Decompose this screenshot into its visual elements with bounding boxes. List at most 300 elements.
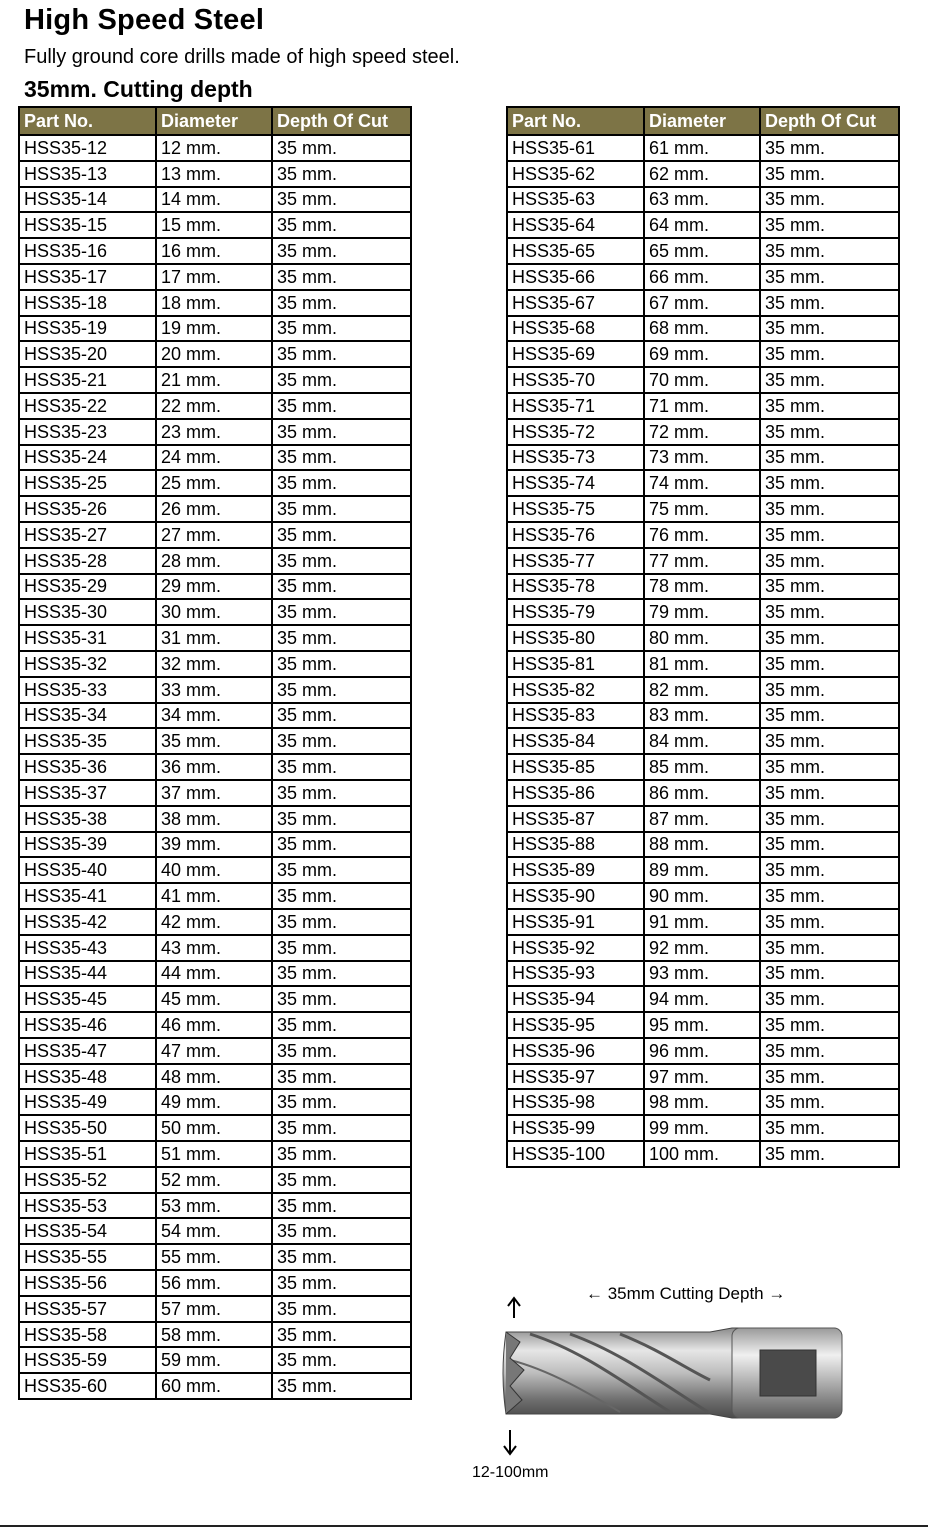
cell-depth-of-cut: 35 mm.: [760, 780, 899, 806]
cell-diameter: 39 mm.: [156, 832, 272, 858]
cell-diameter: 65 mm.: [644, 238, 760, 264]
cell-depth-of-cut: 35 mm.: [760, 832, 899, 858]
table-row: [19, 1270, 411, 1296]
cell-diameter: 72 mm.: [644, 419, 760, 445]
cell-diameter: 44 mm.: [156, 961, 272, 987]
cell-depth-of-cut: 35 mm.: [272, 1322, 411, 1348]
cell-part-no: HSS35-59: [19, 1347, 156, 1373]
cell-part-no: HSS35-15: [19, 212, 156, 238]
cell-diameter: 54 mm.: [156, 1218, 272, 1244]
cell-diameter: 29 mm.: [156, 574, 272, 600]
table-row: [19, 651, 411, 677]
table-row: [507, 470, 899, 496]
cell-depth-of-cut: 35 mm.: [272, 187, 411, 213]
cell-part-no: HSS35-48: [19, 1064, 156, 1090]
cell-diameter: 76 mm.: [644, 522, 760, 548]
cell-depth-of-cut: 35 mm.: [760, 574, 899, 600]
cell-diameter: 26 mm.: [156, 496, 272, 522]
cell-depth-of-cut: 35 mm.: [760, 754, 899, 780]
table-row: [19, 806, 411, 832]
cell-part-no: HSS35-81: [507, 651, 644, 677]
cell-diameter: 52 mm.: [156, 1167, 272, 1193]
cell-depth-of-cut: 35 mm.: [272, 1038, 411, 1064]
cell-part-no: HSS35-58: [19, 1322, 156, 1348]
header-part-no: Part No.: [19, 107, 156, 135]
cell-part-no: HSS35-56: [19, 1270, 156, 1296]
cell-diameter: 66 mm.: [644, 264, 760, 290]
cell-diameter: 27 mm.: [156, 522, 272, 548]
table-row: [19, 264, 411, 290]
cell-part-no: HSS35-42: [19, 909, 156, 935]
table-row: [19, 470, 411, 496]
cell-part-no: HSS35-17: [19, 264, 156, 290]
cell-part-no: HSS35-69: [507, 341, 644, 367]
cell-depth-of-cut: 35 mm.: [760, 367, 899, 393]
cell-diameter: 69 mm.: [644, 341, 760, 367]
table-header-row: [507, 107, 899, 135]
cell-part-no: HSS35-72: [507, 419, 644, 445]
cell-depth-of-cut: 35 mm.: [272, 238, 411, 264]
table-row: [507, 677, 899, 703]
cell-part-no: HSS35-55: [19, 1244, 156, 1270]
cell-diameter: 35 mm.: [156, 728, 272, 754]
table-row: [19, 754, 411, 780]
cell-diameter: 60 mm.: [156, 1373, 272, 1399]
cell-diameter: 70 mm.: [644, 367, 760, 393]
table-row: [19, 367, 411, 393]
cell-depth-of-cut: 35 mm.: [272, 986, 411, 1012]
cell-part-no: HSS35-93: [507, 961, 644, 987]
cell-depth-of-cut: 35 mm.: [272, 1347, 411, 1373]
table-row: [19, 1141, 411, 1167]
cell-part-no: HSS35-31: [19, 625, 156, 651]
cell-part-no: HSS35-32: [19, 651, 156, 677]
cell-diameter: 42 mm.: [156, 909, 272, 935]
cell-depth-of-cut: 35 mm.: [760, 1089, 899, 1115]
table-row: [507, 806, 899, 832]
cell-part-no: HSS35-36: [19, 754, 156, 780]
cell-diameter: 97 mm.: [644, 1064, 760, 1090]
cell-diameter: 21 mm.: [156, 367, 272, 393]
table-row: [19, 625, 411, 651]
cell-part-no: HSS35-66: [507, 264, 644, 290]
table-row: [19, 857, 411, 883]
table-row: [19, 1064, 411, 1090]
cell-part-no: HSS35-13: [19, 161, 156, 187]
cell-depth-of-cut: 35 mm.: [272, 857, 411, 883]
table-row: [19, 496, 411, 522]
table-row: [507, 651, 899, 677]
table-row: [19, 961, 411, 987]
cell-diameter: 68 mm.: [644, 316, 760, 342]
cell-depth-of-cut: 35 mm.: [272, 496, 411, 522]
cell-part-no: HSS35-34: [19, 703, 156, 729]
cell-diameter: 50 mm.: [156, 1115, 272, 1141]
cell-depth-of-cut: 35 mm.: [272, 367, 411, 393]
table-row: [507, 212, 899, 238]
table-row: [507, 986, 899, 1012]
cell-diameter: 20 mm.: [156, 341, 272, 367]
cell-depth-of-cut: 35 mm.: [272, 909, 411, 935]
cell-part-no: HSS35-70: [507, 367, 644, 393]
cell-part-no: HSS35-49: [19, 1089, 156, 1115]
header-diameter: Diameter: [156, 107, 272, 135]
cell-depth-of-cut: 35 mm.: [760, 445, 899, 471]
table-row: [507, 1064, 899, 1090]
table-row: [507, 1141, 899, 1167]
cell-depth-of-cut: 35 mm.: [760, 264, 899, 290]
cell-depth-of-cut: 35 mm.: [272, 961, 411, 987]
table-row: [507, 1089, 899, 1115]
table-row: [19, 341, 411, 367]
cell-depth-of-cut: 35 mm.: [760, 393, 899, 419]
table-row: [19, 1115, 411, 1141]
cell-diameter: 57 mm.: [156, 1296, 272, 1322]
cell-depth-of-cut: 35 mm.: [760, 419, 899, 445]
cell-part-no: HSS35-47: [19, 1038, 156, 1064]
table-row: [507, 393, 899, 419]
cell-depth-of-cut: 35 mm.: [272, 290, 411, 316]
cell-depth-of-cut: 35 mm.: [272, 1064, 411, 1090]
section-title: 35mm. Cutting depth: [24, 76, 253, 102]
cell-diameter: 17 mm.: [156, 264, 272, 290]
cell-part-no: HSS35-98: [507, 1089, 644, 1115]
cell-part-no: HSS35-65: [507, 238, 644, 264]
cell-depth-of-cut: 35 mm.: [760, 316, 899, 342]
cell-diameter: 78 mm.: [644, 574, 760, 600]
table-row: [507, 909, 899, 935]
cell-diameter: 19 mm.: [156, 316, 272, 342]
cell-part-no: HSS35-27: [19, 522, 156, 548]
cell-part-no: HSS35-24: [19, 445, 156, 471]
cell-depth-of-cut: 35 mm.: [760, 290, 899, 316]
cell-diameter: 43 mm.: [156, 935, 272, 961]
cell-part-no: HSS35-99: [507, 1115, 644, 1141]
cell-depth-of-cut: 35 mm.: [760, 883, 899, 909]
cell-part-no: HSS35-95: [507, 1012, 644, 1038]
cell-part-no: HSS35-28: [19, 548, 156, 574]
cell-diameter: 53 mm.: [156, 1193, 272, 1219]
table-row: [507, 857, 899, 883]
cell-depth-of-cut: 35 mm.: [272, 522, 411, 548]
table-row: [19, 548, 411, 574]
table-row: [19, 290, 411, 316]
cell-diameter: 59 mm.: [156, 1347, 272, 1373]
table-row: [19, 677, 411, 703]
table-row: [19, 1322, 411, 1348]
cell-depth-of-cut: 35 mm.: [760, 522, 899, 548]
parts-table-left: [18, 106, 412, 1400]
cell-part-no: HSS35-73: [507, 445, 644, 471]
cell-diameter: 82 mm.: [644, 677, 760, 703]
cell-diameter: 23 mm.: [156, 419, 272, 445]
cell-part-no: HSS35-33: [19, 677, 156, 703]
cell-depth-of-cut: 35 mm.: [760, 161, 899, 187]
cell-depth-of-cut: 35 mm.: [760, 238, 899, 264]
cell-diameter: 84 mm.: [644, 728, 760, 754]
cell-depth-of-cut: 35 mm.: [272, 599, 411, 625]
cell-diameter: 28 mm.: [156, 548, 272, 574]
cell-depth-of-cut: 35 mm.: [272, 574, 411, 600]
cell-diameter: 64 mm.: [644, 212, 760, 238]
cell-depth-of-cut: 35 mm.: [272, 1270, 411, 1296]
table-row: [19, 832, 411, 858]
cell-depth-of-cut: 35 mm.: [272, 135, 411, 161]
table-row: [19, 316, 411, 342]
table-row: [19, 445, 411, 471]
table-row: [19, 1244, 411, 1270]
cell-diameter: 61 mm.: [644, 135, 760, 161]
cell-diameter: 96 mm.: [644, 1038, 760, 1064]
cell-diameter: 83 mm.: [644, 703, 760, 729]
cell-diameter: 41 mm.: [156, 883, 272, 909]
cell-part-no: HSS35-18: [19, 290, 156, 316]
table-row: [19, 1373, 411, 1399]
table-row: [19, 574, 411, 600]
cell-part-no: HSS35-43: [19, 935, 156, 961]
cell-diameter: 31 mm.: [156, 625, 272, 651]
table-row: [19, 1089, 411, 1115]
cell-depth-of-cut: 35 mm.: [272, 548, 411, 574]
cell-diameter: 24 mm.: [156, 445, 272, 471]
cell-diameter: 62 mm.: [644, 161, 760, 187]
cell-part-no: HSS35-62: [507, 161, 644, 187]
cell-part-no: HSS35-92: [507, 935, 644, 961]
diameter-range-label: 12-100mm: [472, 1464, 549, 1481]
table-row: [19, 522, 411, 548]
cell-depth-of-cut: 35 mm.: [272, 1193, 411, 1219]
cell-depth-of-cut: 35 mm.: [760, 341, 899, 367]
cell-part-no: HSS35-20: [19, 341, 156, 367]
table-row: [507, 290, 899, 316]
table-row: [507, 445, 899, 471]
table-row: [507, 548, 899, 574]
cell-diameter: 49 mm.: [156, 1089, 272, 1115]
cell-diameter: 94 mm.: [644, 986, 760, 1012]
cell-depth-of-cut: 35 mm.: [760, 212, 899, 238]
table-row: [507, 1038, 899, 1064]
cell-diameter: 14 mm.: [156, 187, 272, 213]
cell-diameter: 55 mm.: [156, 1244, 272, 1270]
cell-part-no: HSS35-85: [507, 754, 644, 780]
table-row: [507, 883, 899, 909]
cell-depth-of-cut: 35 mm.: [272, 1244, 411, 1270]
cell-part-no: HSS35-86: [507, 780, 644, 806]
cell-diameter: 77 mm.: [644, 548, 760, 574]
table-row: [507, 728, 899, 754]
cell-depth-of-cut: 35 mm.: [272, 341, 411, 367]
cell-part-no: HSS35-25: [19, 470, 156, 496]
table-row: [19, 599, 411, 625]
table-row: [19, 187, 411, 213]
cell-depth-of-cut: 35 mm.: [760, 806, 899, 832]
cell-diameter: 75 mm.: [644, 496, 760, 522]
cell-diameter: 46 mm.: [156, 1012, 272, 1038]
cell-part-no: HSS35-51: [19, 1141, 156, 1167]
cell-diameter: 73 mm.: [644, 445, 760, 471]
table-row: [507, 961, 899, 987]
cell-part-no: HSS35-74: [507, 470, 644, 496]
table-row: [507, 522, 899, 548]
cell-depth-of-cut: 35 mm.: [760, 651, 899, 677]
cell-part-no: HSS35-53: [19, 1193, 156, 1219]
cell-depth-of-cut: 35 mm.: [272, 728, 411, 754]
cell-depth-of-cut: 35 mm.: [272, 883, 411, 909]
cell-part-no: HSS35-60: [19, 1373, 156, 1399]
cell-diameter: 32 mm.: [156, 651, 272, 677]
cell-depth-of-cut: 35 mm.: [272, 161, 411, 187]
cell-part-no: HSS35-23: [19, 419, 156, 445]
bottom-divider: [0, 1525, 928, 1527]
cell-diameter: 16 mm.: [156, 238, 272, 264]
cell-part-no: HSS35-84: [507, 728, 644, 754]
cell-part-no: HSS35-61: [507, 135, 644, 161]
cell-part-no: HSS35-57: [19, 1296, 156, 1322]
cell-diameter: 30 mm.: [156, 599, 272, 625]
cell-depth-of-cut: 35 mm.: [272, 470, 411, 496]
table-row: [19, 780, 411, 806]
table-row: [507, 832, 899, 858]
cell-part-no: HSS35-77: [507, 548, 644, 574]
cell-depth-of-cut: 35 mm.: [760, 1115, 899, 1141]
cell-depth-of-cut: 35 mm.: [272, 316, 411, 342]
cell-part-no: HSS35-63: [507, 187, 644, 213]
cell-depth-of-cut: 35 mm.: [760, 599, 899, 625]
table-row: [507, 367, 899, 393]
table-row: [19, 1347, 411, 1373]
cell-diameter: 36 mm.: [156, 754, 272, 780]
table-row: [19, 1038, 411, 1064]
cell-diameter: 71 mm.: [644, 393, 760, 419]
table-row: [19, 1193, 411, 1219]
cell-part-no: HSS35-52: [19, 1167, 156, 1193]
header-depth-of-cut: Depth Of Cut: [760, 107, 899, 135]
cell-depth-of-cut: 35 mm.: [272, 935, 411, 961]
cell-diameter: 40 mm.: [156, 857, 272, 883]
cell-depth-of-cut: 35 mm.: [272, 1012, 411, 1038]
cell-diameter: 88 mm.: [644, 832, 760, 858]
cell-part-no: HSS35-89: [507, 857, 644, 883]
cell-part-no: HSS35-14: [19, 187, 156, 213]
cell-depth-of-cut: 35 mm.: [272, 1373, 411, 1399]
cell-depth-of-cut: 35 mm.: [760, 961, 899, 987]
cell-part-no: HSS35-21: [19, 367, 156, 393]
cell-part-no: HSS35-78: [507, 574, 644, 600]
cell-diameter: 34 mm.: [156, 703, 272, 729]
cell-depth-of-cut: 35 mm.: [272, 1296, 411, 1322]
cell-diameter: 67 mm.: [644, 290, 760, 316]
cell-diameter: 86 mm.: [644, 780, 760, 806]
cell-depth-of-cut: 35 mm.: [272, 832, 411, 858]
cell-part-no: HSS35-50: [19, 1115, 156, 1141]
cell-part-no: HSS35-82: [507, 677, 644, 703]
cell-depth-of-cut: 35 mm.: [272, 806, 411, 832]
cell-part-no: HSS35-71: [507, 393, 644, 419]
cell-diameter: 56 mm.: [156, 1270, 272, 1296]
cell-depth-of-cut: 35 mm.: [760, 1038, 899, 1064]
cell-part-no: HSS35-90: [507, 883, 644, 909]
table-row: [507, 238, 899, 264]
table-row: [507, 574, 899, 600]
table-row: [19, 883, 411, 909]
table-row: [507, 341, 899, 367]
table-row: [507, 135, 899, 161]
table-row: [507, 599, 899, 625]
table-row: [19, 986, 411, 1012]
table-row: [19, 1012, 411, 1038]
cell-depth-of-cut: 35 mm.: [760, 857, 899, 883]
cell-part-no: HSS35-100: [507, 1141, 644, 1167]
cell-diameter: 51 mm.: [156, 1141, 272, 1167]
cell-diameter: 38 mm.: [156, 806, 272, 832]
cell-depth-of-cut: 35 mm.: [760, 548, 899, 574]
cell-depth-of-cut: 35 mm.: [760, 470, 899, 496]
table-row: [19, 1296, 411, 1322]
cell-diameter: 15 mm.: [156, 212, 272, 238]
cell-depth-of-cut: 35 mm.: [760, 625, 899, 651]
cell-part-no: HSS35-35: [19, 728, 156, 754]
cell-diameter: 81 mm.: [644, 651, 760, 677]
table-row: [19, 161, 411, 187]
cell-part-no: HSS35-30: [19, 599, 156, 625]
header-diameter: Diameter: [644, 107, 760, 135]
table-row: [507, 316, 899, 342]
cutting-depth-label: ← 35mm Cutting Depth →: [586, 1284, 786, 1303]
cell-part-no: HSS35-68: [507, 316, 644, 342]
cell-depth-of-cut: 35 mm.: [760, 187, 899, 213]
cell-part-no: HSS35-96: [507, 1038, 644, 1064]
cell-depth-of-cut: 35 mm.: [760, 909, 899, 935]
cell-depth-of-cut: 35 mm.: [760, 1012, 899, 1038]
cell-diameter: 89 mm.: [644, 857, 760, 883]
page-title: High Speed Steel: [24, 4, 265, 36]
cell-part-no: HSS35-75: [507, 496, 644, 522]
cell-part-no: HSS35-46: [19, 1012, 156, 1038]
cell-depth-of-cut: 35 mm.: [760, 1141, 899, 1167]
cell-diameter: 22 mm.: [156, 393, 272, 419]
table-row: [19, 135, 411, 161]
cell-diameter: 63 mm.: [644, 187, 760, 213]
cell-depth-of-cut: 35 mm.: [272, 1141, 411, 1167]
cell-part-no: HSS35-40: [19, 857, 156, 883]
cell-depth-of-cut: 35 mm.: [760, 986, 899, 1012]
table-row: [19, 1218, 411, 1244]
table-row: [19, 393, 411, 419]
cell-depth-of-cut: 35 mm.: [272, 1218, 411, 1244]
table-row: [507, 1012, 899, 1038]
cell-part-no: HSS35-41: [19, 883, 156, 909]
table-row: [507, 264, 899, 290]
cell-part-no: HSS35-54: [19, 1218, 156, 1244]
cell-part-no: HSS35-94: [507, 986, 644, 1012]
cell-diameter: 37 mm.: [156, 780, 272, 806]
cell-depth-of-cut: 35 mm.: [760, 135, 899, 161]
table-row: [507, 754, 899, 780]
cell-part-no: HSS35-37: [19, 780, 156, 806]
cell-part-no: HSS35-45: [19, 986, 156, 1012]
cell-diameter: 79 mm.: [644, 599, 760, 625]
table-row: [507, 1115, 899, 1141]
cell-diameter: 80 mm.: [644, 625, 760, 651]
table-header-row: [19, 107, 411, 135]
cell-part-no: HSS35-76: [507, 522, 644, 548]
cell-part-no: HSS35-19: [19, 316, 156, 342]
cell-depth-of-cut: 35 mm.: [272, 1089, 411, 1115]
cell-part-no: HSS35-97: [507, 1064, 644, 1090]
cell-depth-of-cut: 35 mm.: [272, 264, 411, 290]
cell-diameter: 93 mm.: [644, 961, 760, 987]
cell-depth-of-cut: 35 mm.: [272, 393, 411, 419]
